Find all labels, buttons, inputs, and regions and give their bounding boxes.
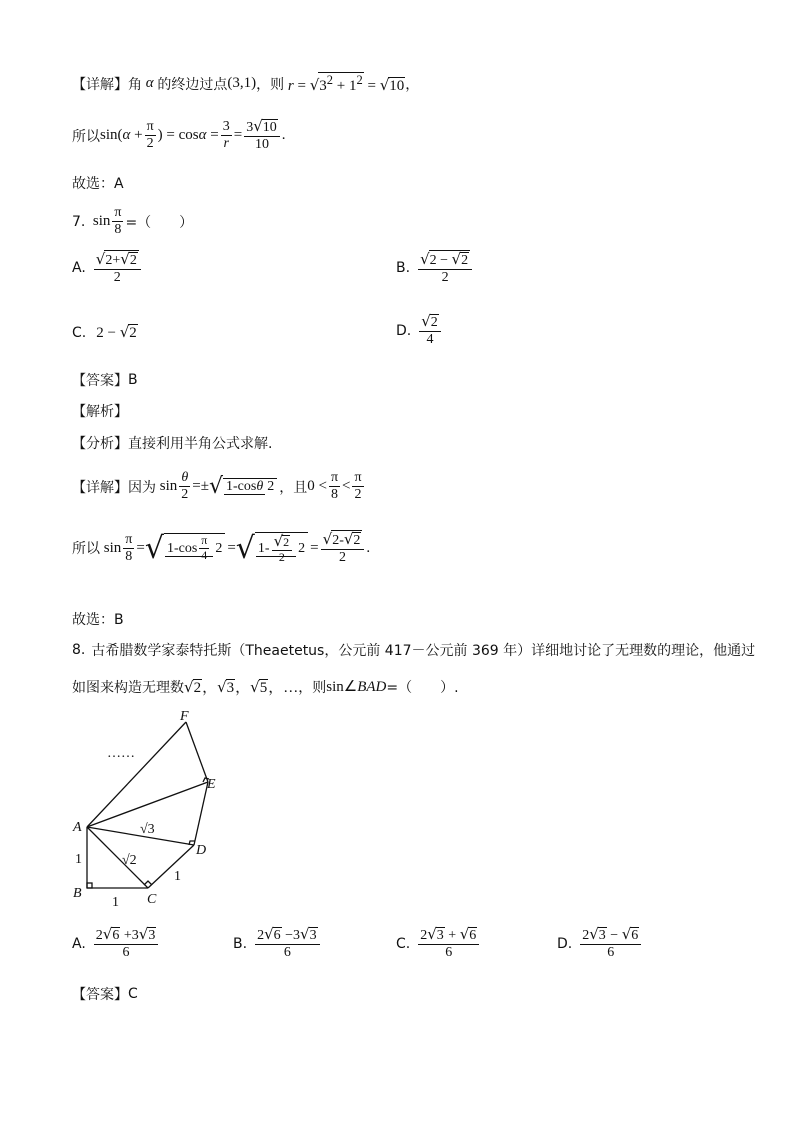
right-angle-b	[87, 883, 92, 888]
option-value: $\frac{2√6 -3√3}{6}$	[255, 926, 320, 961]
ineq: <	[342, 478, 351, 495]
fenxi-text: 直接利用半角公式求解.	[128, 436, 273, 452]
label-a: A	[73, 820, 82, 835]
option-letter: A.	[72, 935, 86, 952]
fraction-pi-8: $\frac{\pi}{8}$	[125, 531, 133, 564]
sin-bad: sin∠BAD	[326, 679, 387, 695]
q7-option-c[interactable]	[72, 323, 138, 342]
detail-label: 【详解】	[72, 76, 128, 93]
label-e: E	[207, 777, 216, 792]
fraction-pi-8: $\frac{\pi}{8}$	[330, 470, 339, 503]
prev-detail-line2	[72, 118, 286, 153]
text: 角	[128, 76, 142, 93]
label-b: B	[73, 886, 82, 901]
text: 因为	[128, 479, 156, 496]
option-letter: B.	[233, 935, 248, 952]
radical: √	[208, 474, 223, 500]
edge-ef	[186, 722, 208, 782]
fraction-theta-2: $\frac{\theta}{2}$	[181, 470, 189, 503]
label-d: D	[196, 843, 207, 858]
eq: =	[310, 539, 319, 556]
fraction-pi-8: $\frac{\pi}{8}$	[114, 205, 122, 238]
option-letter: C.	[72, 324, 87, 341]
q7-detail-line2	[72, 530, 370, 566]
q7-option-d[interactable]	[396, 313, 443, 348]
fenxi-label: 【分析】	[72, 436, 128, 452]
q8-answer	[72, 984, 138, 1004]
stem-text: ，则	[298, 679, 327, 696]
option-value: $\frac{2√3 - √6}{6}$	[580, 926, 641, 961]
option-value: $\frac{2√3 + √6}{6}$	[418, 926, 479, 961]
q8-option-c[interactable]	[396, 926, 481, 961]
alpha-symbol: α	[142, 75, 158, 91]
prev-detail-line1	[72, 72, 419, 95]
fraction-3-r: $\frac{3}{r}$	[222, 119, 230, 152]
formula-sin: ) = cosα =	[157, 127, 219, 144]
q7-detail-line1	[72, 470, 366, 503]
text: 所以	[72, 128, 100, 145]
irrationals: √2，√3，√5，…	[184, 678, 299, 696]
option-value: $\frac{2√6 +3√3}{6}$	[94, 926, 159, 961]
detail-label: 【详解】	[72, 479, 128, 496]
q8-option-a[interactable]	[72, 926, 160, 961]
option-value: $\frac{√2}{4}$	[419, 313, 441, 348]
q7-fenxi	[72, 433, 272, 453]
stem-text: =（ ）.	[386, 679, 459, 696]
fraction-pi-2: $\frac{\pi}{2}$	[354, 470, 362, 503]
right-angle-c	[144, 881, 152, 885]
q7-choose: 故选：B	[72, 612, 124, 628]
answer-value: B	[128, 372, 138, 388]
fraction-1-sqrt2-2: 1- $\frac{√2}{2}$ 2	[255, 532, 308, 565]
radical: √	[235, 530, 255, 566]
eq: =	[227, 539, 236, 556]
question-number: 7.	[72, 213, 86, 230]
option-letter: C.	[396, 935, 411, 952]
option-value: $\frac{√2+√2}{2}$	[94, 250, 141, 286]
sin-text: sin	[85, 213, 111, 230]
formula-eq: =	[233, 127, 243, 144]
answer-label: 【答案】	[72, 987, 128, 1003]
option-letter: D.	[396, 322, 412, 339]
edge-ab-label: 1	[75, 852, 82, 867]
text: 的终边过点	[157, 76, 228, 93]
stem-text: 古希腊数学家泰特托斯（Theaetetus，公元前 417－公元前 369 年）详细地讨论了无理数的理论，他通过	[91, 643, 756, 659]
edge-ae	[87, 782, 208, 827]
text: ，则	[256, 76, 285, 93]
q8-stem-line2	[72, 676, 459, 697]
formula-r: $r = √3^2 + 1^2 = √10$	[287, 73, 405, 94]
q7-answer	[72, 370, 138, 390]
q8-option-b[interactable]	[233, 926, 322, 961]
eq: =	[136, 539, 145, 556]
option-letter: A.	[72, 260, 86, 277]
edge-ad-label: √3	[140, 822, 155, 837]
edge-ac-label: √2	[122, 853, 137, 868]
fraction-3sqrt10-10: $\frac{3√10}{10}$	[244, 118, 280, 153]
prev-choose: 故选：A	[72, 176, 124, 192]
fraction-1-cos-theta: 1-cosθ 2	[223, 478, 277, 495]
period: .	[281, 127, 286, 144]
radical: √	[144, 530, 164, 566]
edge-af	[87, 722, 186, 827]
q7-option-a[interactable]	[72, 250, 143, 286]
q7-analysis-label: 【解析】	[72, 404, 128, 420]
option-letter: B.	[396, 260, 411, 277]
formula-sin: sin(α +	[100, 127, 143, 144]
text: ，且	[279, 479, 308, 496]
q7-option-b[interactable]	[396, 250, 474, 286]
q7-stem	[72, 205, 193, 238]
fraction-result: $\frac{√2-√2}{2}$	[321, 530, 365, 566]
ineq: 0 <	[307, 478, 327, 495]
option-value: 2 − √2	[96, 323, 137, 341]
text: ，	[405, 76, 420, 93]
blank: =（ ）	[125, 214, 194, 231]
period: .	[366, 539, 371, 556]
answer-label: 【答案】	[72, 373, 128, 389]
edge-bc-label: 1	[112, 895, 119, 910]
q8-stem-line1	[72, 640, 755, 660]
ellipsis: ……	[107, 746, 135, 761]
pm: =±	[192, 478, 209, 495]
edge-cd	[148, 845, 194, 888]
q8-option-d[interactable]	[557, 926, 643, 961]
text: 所以	[72, 541, 100, 558]
stem-text: 如图来构造无理数	[72, 679, 184, 696]
fraction-pi-2: $\frac{\pi}{2}$	[146, 119, 154, 152]
sin-text: sin	[100, 539, 122, 556]
sin-text: sin	[156, 478, 178, 495]
option-value: $\frac{√2 - √2}{2}$	[418, 250, 472, 286]
q8-figure	[60, 700, 230, 910]
question-number: 8.	[72, 642, 86, 658]
fraction-1-cos-pi4: 1-cos $\frac{\pi}{4}$ 2	[164, 533, 225, 563]
edge-cd-label: 1	[174, 869, 181, 884]
edge-de	[194, 782, 208, 845]
answer-value: C	[128, 986, 138, 1002]
label-c: C	[147, 892, 157, 907]
option-letter: D.	[557, 935, 573, 952]
label-f: F	[180, 709, 189, 724]
point: (3,1)	[227, 75, 257, 91]
